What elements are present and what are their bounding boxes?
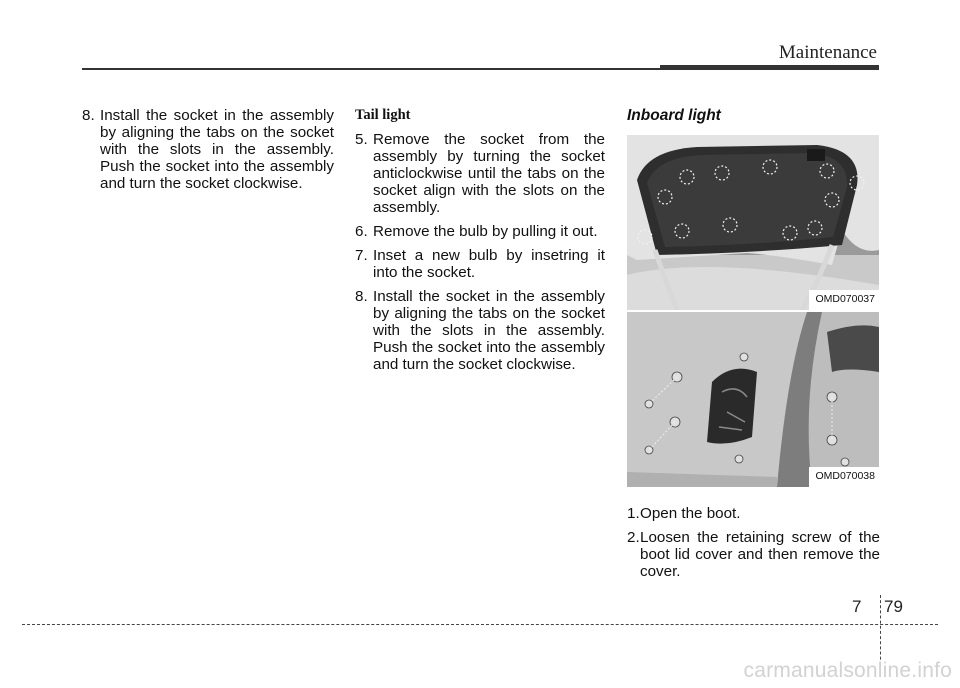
step-number: 5. <box>355 131 368 148</box>
figure-code: OMD070038 <box>809 467 879 487</box>
instruction-step <box>627 529 880 580</box>
trim-panel-illustration <box>627 312 879 487</box>
step-text: Remove the bulb by pulling it out. <box>373 223 598 240</box>
instruction-step <box>355 223 605 240</box>
instruction-step <box>82 107 334 192</box>
inboard-light-title: Inboard light <box>627 107 721 124</box>
right-column <box>627 107 880 587</box>
section-header-title: Maintenance <box>778 42 877 63</box>
step-text: Loosen the retaining screw of the boot lid cover and then remove the cover. <box>640 529 880 580</box>
step-number: 8. <box>82 107 95 124</box>
inboard-light-steps <box>627 505 880 580</box>
step-text: Open the boot. <box>640 505 741 522</box>
header-rule <box>82 68 662 70</box>
instruction-step <box>355 288 605 373</box>
watermark: carmanualsonline.info <box>743 659 952 682</box>
step-text: Install the socket in the assembly by aligning the tabs on the socket with the slots in the assembly. Push the socket into the assembly and turn the socket clockwise. <box>373 288 605 373</box>
header-rule-accent <box>660 65 879 70</box>
step-number: 1. <box>627 505 640 522</box>
step-number: 7. <box>355 247 368 264</box>
instruction-step <box>355 247 605 281</box>
figure-code: OMD070037 <box>809 290 879 310</box>
step-number: 2. <box>627 529 640 546</box>
instruction-step <box>627 505 880 522</box>
step-text: Install the socket in the assembly by aligning the tabs on the socket with the slots in the assembly. Push the socket into the assembly and turn the socket clockwise. <box>100 107 334 192</box>
instruction-step <box>355 131 605 216</box>
chapter-number: 7 <box>852 597 862 616</box>
boot-lid-figure <box>627 135 879 310</box>
page-number: 79 <box>884 597 903 616</box>
step-text: Inset a new bulb by insetring it into the socket. <box>373 247 605 281</box>
trim-panel-figure <box>627 312 879 487</box>
footer-divider <box>22 624 938 625</box>
step-text: Remove the socket from the assembly by turning the socket anticlockwise until the tabs on the socket align with the slots on the assembly. <box>373 131 605 216</box>
boot-lid-illustration <box>627 135 879 310</box>
tail-light-subtitle: Tail light <box>355 107 411 123</box>
left-column <box>82 107 334 199</box>
middle-column <box>355 107 605 380</box>
step-number: 6. <box>355 223 368 240</box>
step-number: 8. <box>355 288 368 305</box>
